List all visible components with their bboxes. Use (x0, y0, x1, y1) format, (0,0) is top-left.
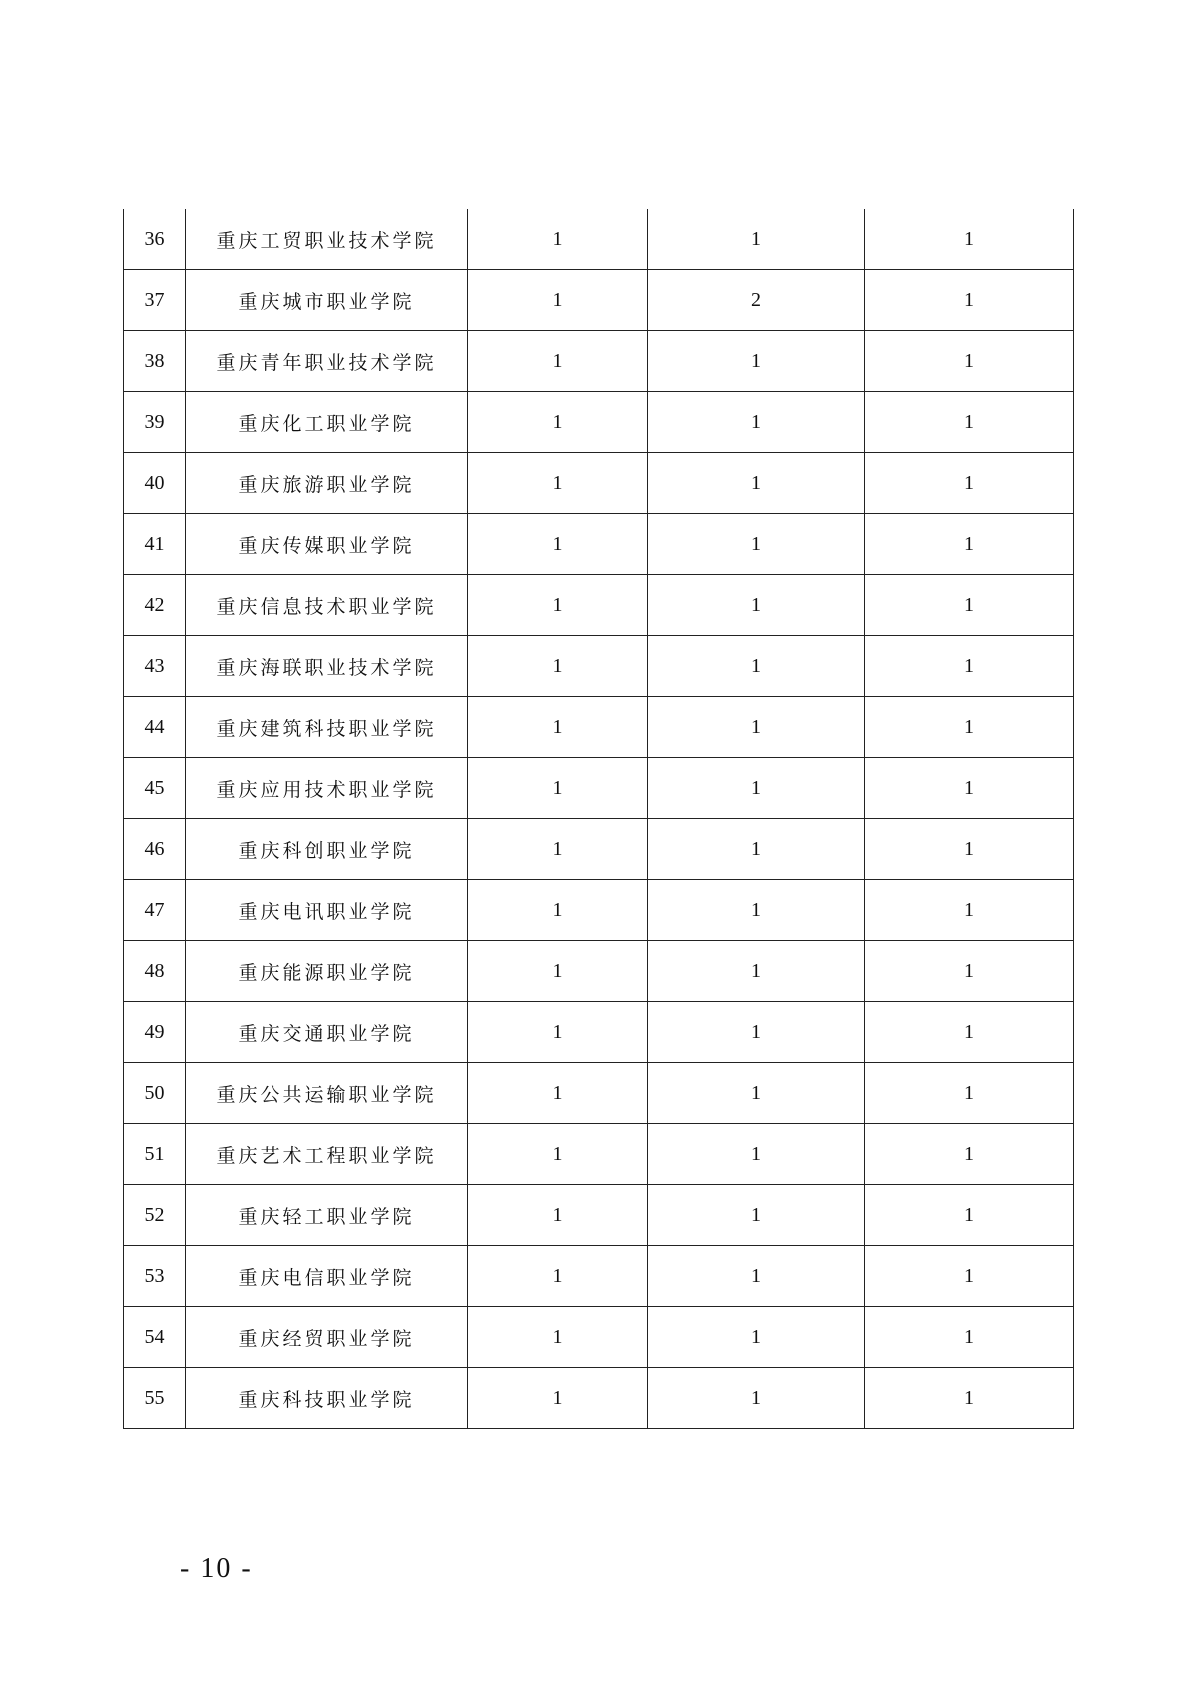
institution-name-cell: 重庆信息技术职业学院 (186, 575, 468, 636)
row-number-cell: 40 (124, 453, 186, 514)
count-cell-col3: 1 (468, 392, 648, 453)
institution-name-cell: 重庆化工职业学院 (186, 392, 468, 453)
count-cell-col4: 1 (648, 331, 865, 392)
count-cell-col5: 1 (865, 1185, 1074, 1246)
count-cell-col3: 1 (468, 758, 648, 819)
count-cell-col4: 1 (648, 453, 865, 514)
row-number-cell: 55 (124, 1368, 186, 1429)
institution-name-cell: 重庆工贸职业技术学院 (186, 209, 468, 270)
count-cell-col3: 1 (468, 819, 648, 880)
count-cell-col3: 1 (468, 453, 648, 514)
table-row (124, 1368, 1074, 1429)
count-cell-col3: 1 (468, 331, 648, 392)
table-row (124, 1124, 1074, 1185)
count-cell-col4: 1 (648, 1185, 865, 1246)
row-number-cell: 52 (124, 1185, 186, 1246)
count-cell-col4: 1 (648, 636, 865, 697)
count-cell-col3: 1 (468, 209, 648, 270)
count-cell-col3: 1 (468, 1185, 648, 1246)
table-row (124, 514, 1074, 575)
institution-name-cell: 重庆海联职业技术学院 (186, 636, 468, 697)
count-cell-col5: 1 (865, 1307, 1074, 1368)
row-number-cell: 50 (124, 1063, 186, 1124)
count-cell-col3: 1 (468, 575, 648, 636)
institution-name-cell: 重庆电信职业学院 (186, 1246, 468, 1307)
institution-name-cell: 重庆经贸职业学院 (186, 1307, 468, 1368)
table-row (124, 453, 1074, 514)
row-number-cell: 36 (124, 209, 186, 270)
count-cell-col4: 1 (648, 880, 865, 941)
count-cell-col5: 1 (865, 392, 1074, 453)
count-cell-col4: 1 (648, 1063, 865, 1124)
count-cell-col3: 1 (468, 941, 648, 1002)
count-cell-col3: 1 (468, 1246, 648, 1307)
table-row (124, 1002, 1074, 1063)
count-cell-col4: 1 (648, 1307, 865, 1368)
institution-name-cell: 重庆传媒职业学院 (186, 514, 468, 575)
table-row (124, 636, 1074, 697)
allocation-table (123, 209, 1074, 1429)
count-cell-col4: 1 (648, 1246, 865, 1307)
institution-name-cell: 重庆城市职业学院 (186, 270, 468, 331)
institution-name-cell: 重庆建筑科技职业学院 (186, 697, 468, 758)
row-number-cell: 44 (124, 697, 186, 758)
count-cell-col4: 1 (648, 575, 865, 636)
count-cell-col5: 1 (865, 209, 1074, 270)
count-cell-col3: 1 (468, 1002, 648, 1063)
count-cell-col3: 1 (468, 1124, 648, 1185)
count-cell-col4: 1 (648, 392, 865, 453)
count-cell-col5: 1 (865, 453, 1074, 514)
row-number-cell: 47 (124, 880, 186, 941)
row-number-cell: 37 (124, 270, 186, 331)
count-cell-col5: 1 (865, 758, 1074, 819)
count-cell-col5: 1 (865, 819, 1074, 880)
page-number: - 10 - (180, 1553, 253, 1584)
table-row (124, 392, 1074, 453)
table-row (124, 1307, 1074, 1368)
table-body (124, 209, 1074, 1429)
table-row (124, 331, 1074, 392)
institution-name-cell: 重庆公共运输职业学院 (186, 1063, 468, 1124)
count-cell-col5: 1 (865, 1124, 1074, 1185)
table-row (124, 1063, 1074, 1124)
count-cell-col4: 1 (648, 1002, 865, 1063)
count-cell-col4: 1 (648, 1124, 865, 1185)
count-cell-col3: 1 (468, 697, 648, 758)
institution-name-cell: 重庆旅游职业学院 (186, 453, 468, 514)
count-cell-col5: 1 (865, 331, 1074, 392)
row-number-cell: 42 (124, 575, 186, 636)
count-cell-col3: 1 (468, 880, 648, 941)
table-row (124, 209, 1074, 270)
table-row (124, 941, 1074, 1002)
count-cell-col3: 1 (468, 270, 648, 331)
institution-name-cell: 重庆科技职业学院 (186, 1368, 468, 1429)
count-cell-col3: 1 (468, 1368, 648, 1429)
row-number-cell: 53 (124, 1246, 186, 1307)
table-row (124, 880, 1074, 941)
row-number-cell: 48 (124, 941, 186, 1002)
table-row (124, 270, 1074, 331)
row-number-cell: 39 (124, 392, 186, 453)
count-cell-col4: 1 (648, 1368, 865, 1429)
row-number-cell: 41 (124, 514, 186, 575)
row-number-cell: 49 (124, 1002, 186, 1063)
institution-name-cell: 重庆青年职业技术学院 (186, 331, 468, 392)
institution-name-cell: 重庆艺术工程职业学院 (186, 1124, 468, 1185)
count-cell-col5: 1 (865, 697, 1074, 758)
institution-name-cell: 重庆能源职业学院 (186, 941, 468, 1002)
count-cell-col4: 2 (648, 270, 865, 331)
row-number-cell: 45 (124, 758, 186, 819)
institution-name-cell: 重庆交通职业学院 (186, 1002, 468, 1063)
count-cell-col4: 1 (648, 697, 865, 758)
count-cell-col4: 1 (648, 514, 865, 575)
row-number-cell: 46 (124, 819, 186, 880)
table-row (124, 1246, 1074, 1307)
count-cell-col5: 1 (865, 270, 1074, 331)
table-row (124, 575, 1074, 636)
count-cell-col5: 1 (865, 575, 1074, 636)
institution-name-cell: 重庆应用技术职业学院 (186, 758, 468, 819)
row-number-cell: 38 (124, 331, 186, 392)
count-cell-col4: 1 (648, 819, 865, 880)
count-cell-col5: 1 (865, 880, 1074, 941)
count-cell-col5: 1 (865, 941, 1074, 1002)
count-cell-col4: 1 (648, 941, 865, 1002)
table-row (124, 758, 1074, 819)
count-cell-col4: 1 (648, 209, 865, 270)
count-cell-col3: 1 (468, 514, 648, 575)
table-row (124, 697, 1074, 758)
institution-name-cell: 重庆电讯职业学院 (186, 880, 468, 941)
count-cell-col3: 1 (468, 1307, 648, 1368)
count-cell-col5: 1 (865, 1246, 1074, 1307)
count-cell-col4: 1 (648, 758, 865, 819)
count-cell-col5: 1 (865, 514, 1074, 575)
table-row (124, 819, 1074, 880)
row-number-cell: 43 (124, 636, 186, 697)
count-cell-col5: 1 (865, 1063, 1074, 1124)
count-cell-col3: 1 (468, 636, 648, 697)
institution-name-cell: 重庆科创职业学院 (186, 819, 468, 880)
count-cell-col5: 1 (865, 1368, 1074, 1429)
institution-name-cell: 重庆轻工职业学院 (186, 1185, 468, 1246)
row-number-cell: 51 (124, 1124, 186, 1185)
count-cell-col5: 1 (865, 1002, 1074, 1063)
table-row (124, 1185, 1074, 1246)
allocation-table-container (123, 209, 1074, 1429)
row-number-cell: 54 (124, 1307, 186, 1368)
count-cell-col3: 1 (468, 1063, 648, 1124)
count-cell-col5: 1 (865, 636, 1074, 697)
